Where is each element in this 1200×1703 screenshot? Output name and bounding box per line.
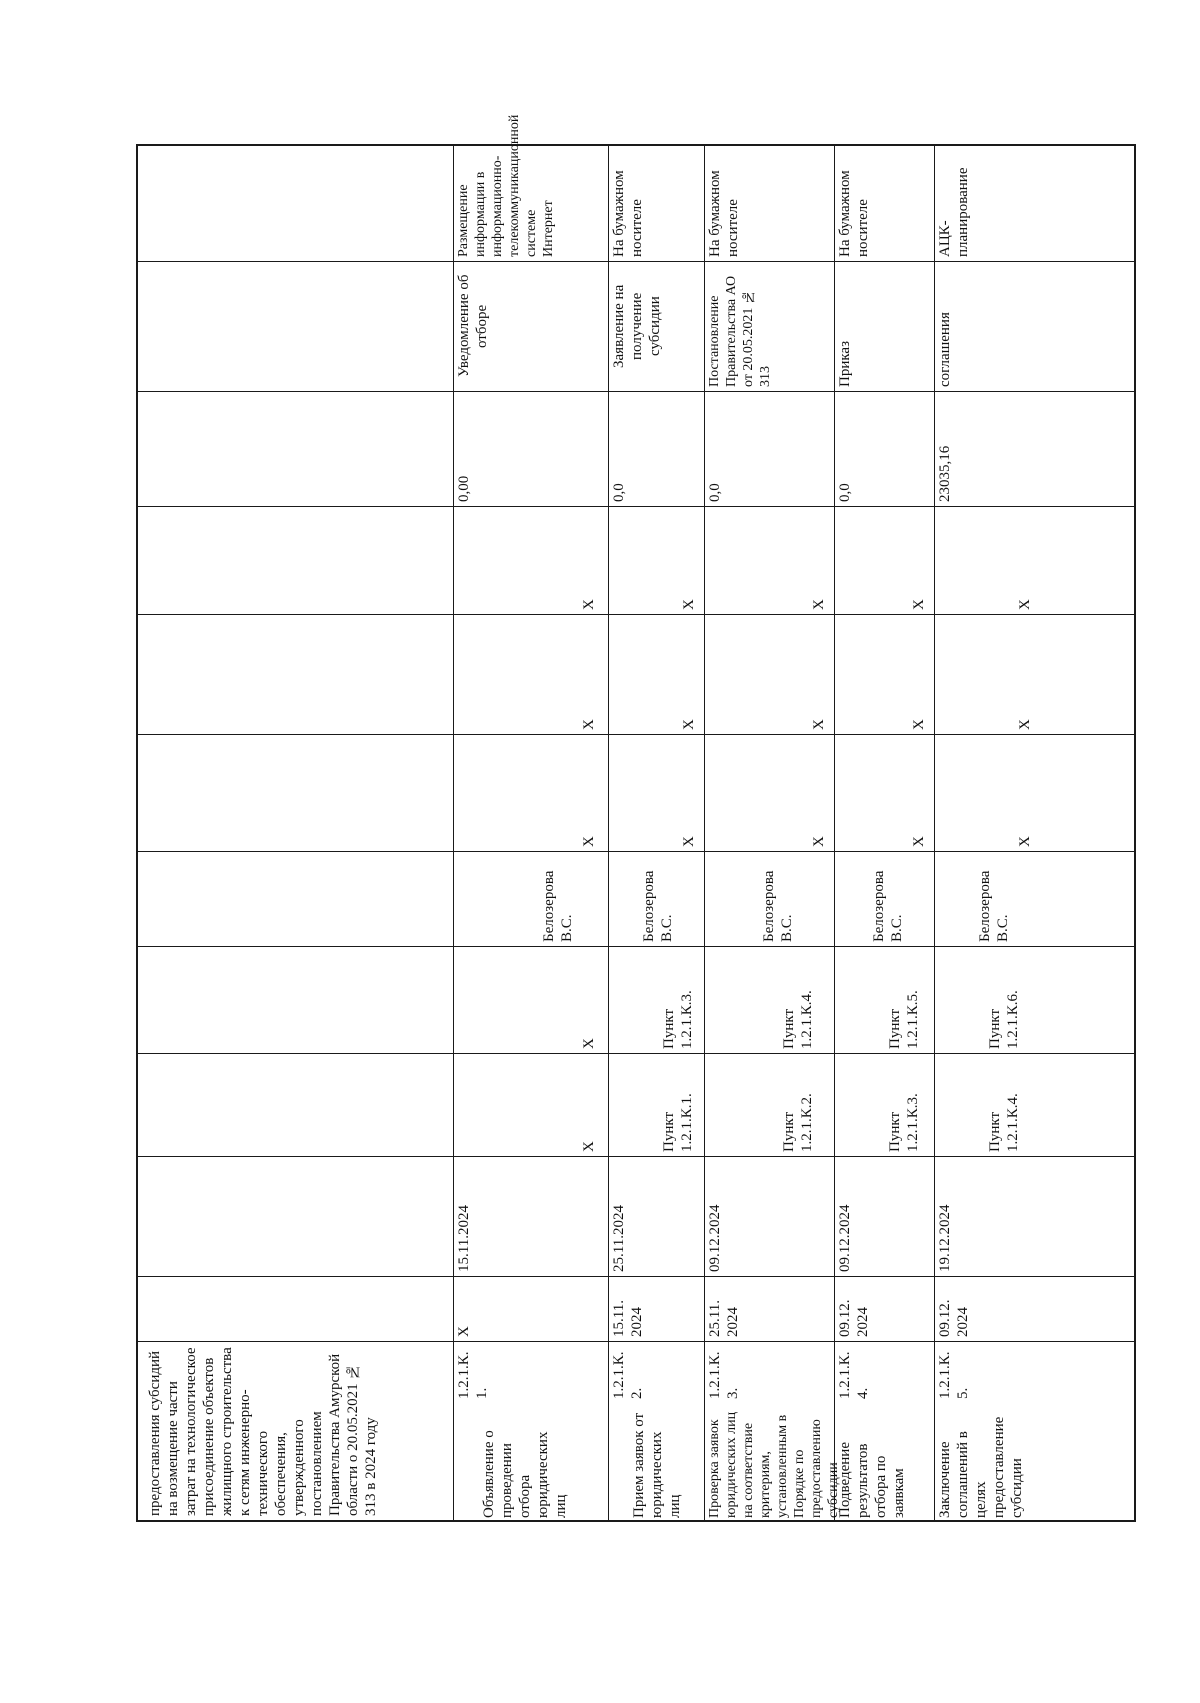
start-date: 25.11. 2024 [707, 1300, 741, 1337]
successor: Пункт 1.2.1.К.5. [887, 990, 921, 1049]
mark-x: X [681, 836, 697, 847]
end-date: 19.12.2024 [937, 1204, 953, 1272]
responsible: Белозерова В.С. [761, 870, 795, 942]
predecessor: Пункт 1.2.1.К.4. [987, 1093, 1021, 1152]
start-date: 09.12. 2024 [937, 1299, 971, 1337]
successor: Пункт 1.2.1.К.3. [661, 990, 695, 1049]
info-method: АЦК-планирование [937, 167, 971, 257]
document: соглашения [937, 312, 953, 387]
event-name: Проверка заявок юридических лиц на соответствие критериям, установленным в Порядке по предоставлению субсидии [707, 1411, 841, 1518]
document: Приказ [837, 340, 853, 387]
start-date: 09.12. 2024 [837, 1299, 871, 1337]
responsible: Белозерова В.С. [541, 870, 575, 942]
successor: Пункт 1.2.1.К.4. [781, 990, 815, 1049]
info-method: На бумажном носителе [611, 170, 645, 257]
rotated-table [136, 114, 1136, 1522]
event-name: Подведение результатов отбора по заявкам [837, 1442, 907, 1518]
document: Заявление на получение субсидии [611, 284, 663, 368]
successor: X [581, 1038, 597, 1049]
predecessor: X [581, 1141, 597, 1152]
mark-x: X [811, 836, 827, 847]
successor: Пункт 1.2.1.К.6. [987, 990, 1021, 1049]
responsible: Белозерова В.С. [871, 870, 905, 942]
mark-x: X [581, 599, 597, 610]
mark-x: X [811, 719, 827, 730]
mark-x: X [581, 836, 597, 847]
info-method: Размещение информации в информационно-телекоммуникационной системе Интернет [456, 114, 556, 257]
document: Уведомление об отборе [456, 274, 490, 378]
end-date: 25.11.2024 [611, 1205, 627, 1272]
end-date: 15.11.2024 [456, 1205, 472, 1272]
program-description: предоставления субсидий на возмещение части затрат на технологическое присоединение объектов жилищного строительства к сетям инженерно-технического обеспечения, утвержденного постановлением Правительства Амурской области о 20.05.2021 № 313 в 2024 году [147, 1347, 379, 1516]
col-divider [138, 506, 1134, 507]
mark-x: X [1017, 836, 1033, 847]
info-method: На бумажном носителе [707, 170, 741, 257]
mark-x: X [1017, 719, 1033, 730]
mark-x: X [911, 836, 927, 847]
col-divider [138, 734, 1134, 735]
event-name: Прием заявок от юридических лиц [631, 1412, 683, 1518]
predecessor: Пункт 1.2.1.К.1. [661, 1093, 695, 1152]
amount: 0,0 [707, 483, 723, 502]
end-date: 09.12.2024 [837, 1204, 853, 1272]
mark-x: X [911, 599, 927, 610]
mark-x: X [581, 719, 597, 730]
col-divider [138, 614, 1134, 615]
end-date: 09.12.2024 [707, 1204, 723, 1272]
amount: 0,0 [837, 483, 853, 502]
amount: 0,00 [456, 475, 472, 502]
row-number: 1.2.1.К. 4. [837, 1351, 871, 1399]
mark-x: X [1017, 599, 1033, 610]
row-number: 1.2.1.К. 2. [611, 1351, 645, 1399]
amount: 0,0 [611, 483, 627, 502]
info-method: На бумажном носителе [837, 170, 871, 257]
amount: 23035,16 [937, 445, 953, 502]
row-number: 1.2.1.К. 5. [937, 1351, 971, 1399]
predecessor: Пункт 1.2.1.К.3. [887, 1093, 921, 1152]
predecessor: Пункт 1.2.1.К.2. [781, 1093, 815, 1152]
event-name: Объявление о проведении отбора юридических лиц [481, 1430, 569, 1518]
mark-x: X [681, 599, 697, 610]
mark-x: X [811, 599, 827, 610]
mark-x: X [911, 719, 927, 730]
row-number: 1.2.1.К. 3. [707, 1351, 741, 1399]
start-date: X [456, 1326, 472, 1337]
responsible: Белозерова В.С. [977, 870, 1011, 942]
event-name: Заключение соглашений в целях предоставление субсидии [937, 1416, 1025, 1518]
row-number: 1.2.1.К. 1. [456, 1351, 490, 1399]
document: Постановление Правительства АО от 20.05.2021 № 313 [707, 275, 773, 387]
mark-x: X [681, 719, 697, 730]
start-date: 15.11. 2024 [611, 1300, 645, 1337]
responsible: Белозерова В.С. [641, 870, 675, 942]
